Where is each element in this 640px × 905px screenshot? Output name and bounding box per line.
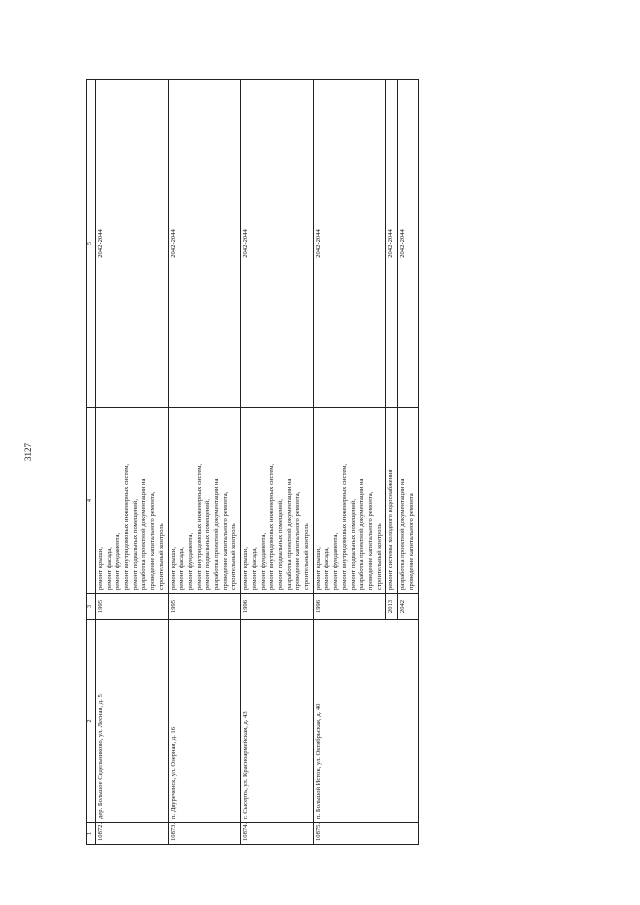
year-cell: 1996: [241, 594, 314, 620]
year-cell: 2042: [398, 594, 418, 620]
table-row: [95, 80, 168, 845]
work-item: ремонт подвальных помещений,: [204, 499, 212, 590]
work-item: ремонт фундамента,: [332, 532, 340, 590]
work-item: проведение капитального ремонта,: [221, 491, 229, 590]
work-item: ремонт подвальных помещений,: [131, 499, 139, 590]
work-item: разработка проектной документации на: [399, 478, 407, 590]
header-cell: 3: [87, 594, 96, 620]
address-cell: п. Большой Исток, ул. Октябрьская, д. 40: [313, 620, 418, 823]
period-cell: 2042-2044: [313, 80, 386, 408]
works-cell: [313, 408, 386, 594]
work-item: разработка проектной документации на: [285, 478, 293, 590]
work-item: ремонт фасада,: [105, 547, 113, 590]
works-cell: [398, 408, 418, 594]
header-cell: 1: [87, 823, 96, 845]
work-item: ремонт фундамента,: [114, 532, 122, 590]
work-item: ремонт системы холодного водоснабжения: [387, 469, 395, 590]
header-cell: 2: [87, 620, 96, 823]
work-item: проведение капитального ремонта: [407, 493, 415, 590]
work-item: строительный контроль: [230, 523, 238, 590]
work-item: строительный контроль: [375, 523, 383, 590]
period-cell: 2042-2044: [386, 80, 398, 408]
work-item: ремонт фасада,: [323, 547, 331, 590]
work-item: строительный контроль: [157, 523, 165, 590]
year-cell: 1995: [95, 594, 168, 620]
year-cell: 1995: [168, 594, 241, 620]
work-item: ремонт внутридомовых инженерных систем,: [268, 463, 276, 590]
work-item: ремонт крыши,: [242, 547, 250, 590]
work-item: ремонт внутридомовых инженерных систем,: [123, 463, 131, 590]
table-row: [168, 80, 241, 845]
period-cell: 2042-2044: [398, 80, 418, 408]
work-item: ремонт подвальных помещений,: [349, 499, 357, 590]
page-number: 3127: [23, 443, 33, 461]
table-body: [95, 80, 418, 845]
row-number: 10875.: [313, 823, 418, 845]
work-item: ремонт крыши,: [169, 547, 177, 590]
work-item: строительный контроль: [303, 523, 311, 590]
work-item: ремонт крыши,: [314, 547, 322, 590]
work-item: разработка проектной документации на: [140, 478, 148, 590]
work-item: ремонт внутридомовых инженерных систем,: [340, 463, 348, 590]
work-item: ремонт подвальных помещений,: [276, 499, 284, 590]
works-cell: [168, 408, 241, 594]
address-cell: г. Сысерть, ул. Красноармейская, д. 43: [241, 620, 314, 823]
header-cell: 4: [87, 408, 96, 594]
works-cell: [241, 408, 314, 594]
row-number: 10874.: [241, 823, 314, 845]
work-item: ремонт внутридомовых инженерных систем,: [195, 463, 203, 590]
rotated-table-wrapper: [86, 80, 541, 845]
capital-repair-table: [86, 79, 419, 845]
work-item: разработка проектной документации на: [213, 478, 221, 590]
row-number: 10873.: [168, 823, 241, 845]
address-cell: дер. Большое Седельниково, ул. Лесная, д. 5: [95, 620, 168, 823]
address-cell: п. Двуреченск, ул. Озерная, д. 16: [168, 620, 241, 823]
works-cell: [95, 408, 168, 594]
work-item: проведение капитального ремонта,: [294, 491, 302, 590]
table-row: [241, 80, 314, 845]
work-item: ремонт фундамента,: [259, 532, 267, 590]
year-cell: 1996: [313, 594, 386, 620]
work-item: разработка проектной документации на: [358, 478, 366, 590]
work-item: ремонт фасада,: [250, 547, 258, 590]
period-cell: 2042-2044: [168, 80, 241, 408]
table-row: [313, 80, 386, 845]
work-item: проведение капитального ремонта,: [367, 491, 374, 590]
work-item: ремонт фундамента,: [186, 532, 194, 590]
work-item: ремонт крыши,: [96, 547, 104, 590]
works-cell: [386, 408, 398, 594]
work-item: проведение капитального ремонта,: [149, 491, 157, 590]
row-number: 10872.: [95, 823, 168, 845]
work-item: ремонт фасада,: [178, 547, 186, 590]
header-row: [87, 80, 96, 845]
period-cell: 2042-2044: [241, 80, 314, 408]
header-cell: 5: [87, 80, 96, 408]
year-cell: 2013: [386, 594, 398, 620]
period-cell: 2042-2044: [95, 80, 168, 408]
